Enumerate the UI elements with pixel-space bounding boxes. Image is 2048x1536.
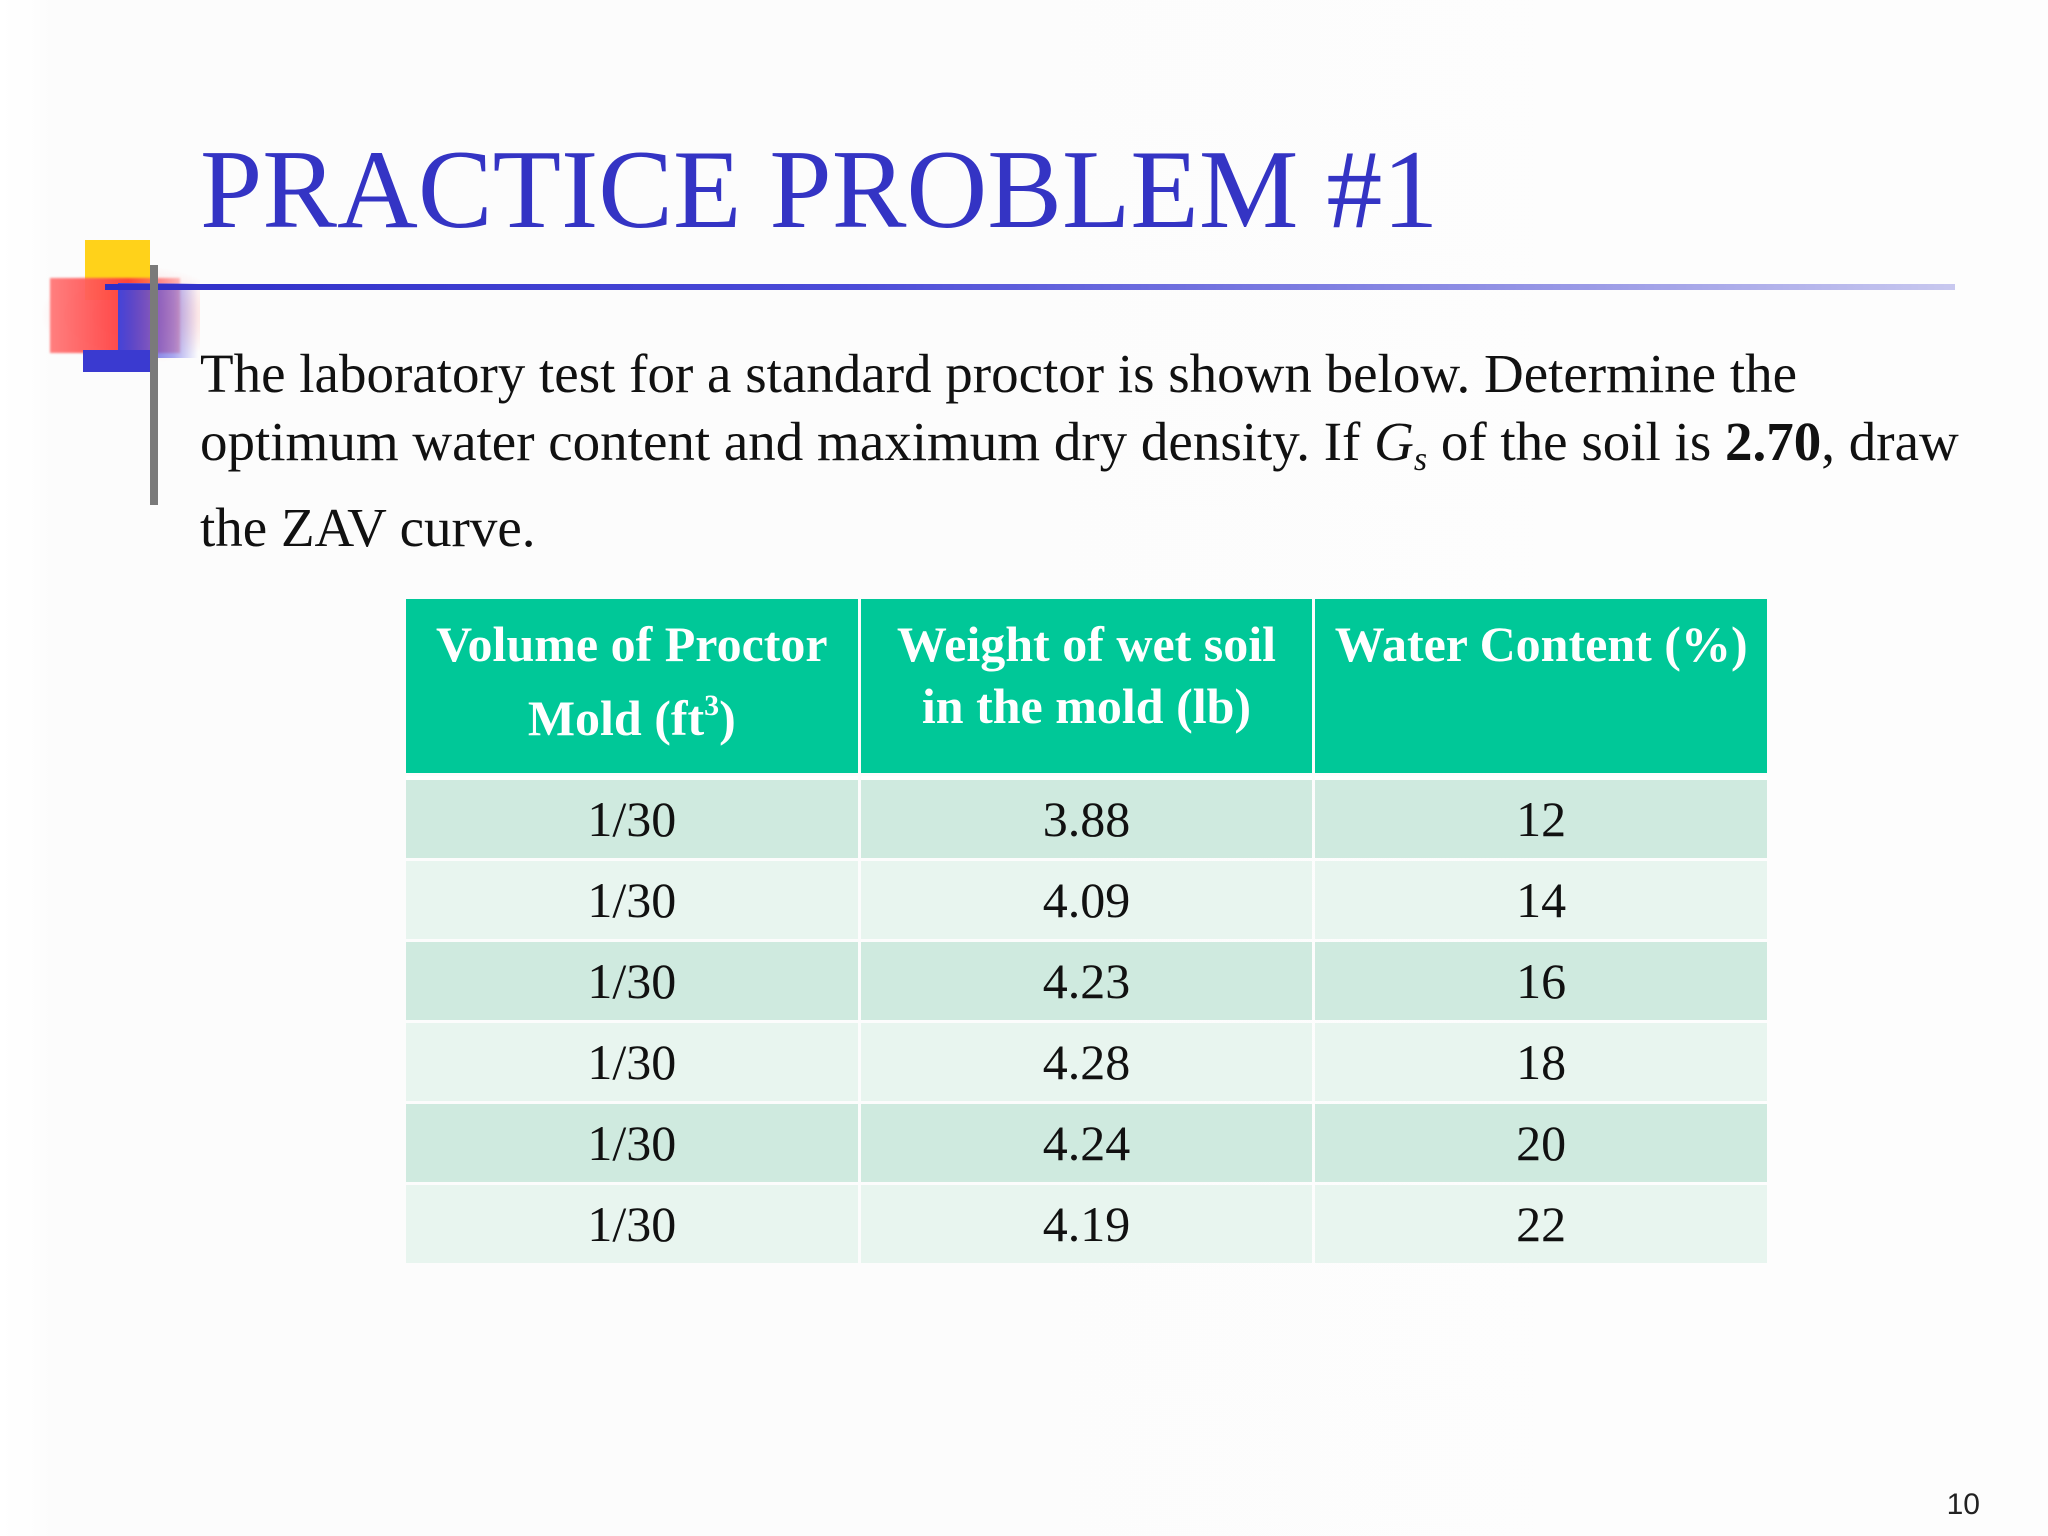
title-underline [105,284,1955,290]
page-number: 10 [1946,1488,1980,1521]
header-volume: Volume of Proctor Mold $(ft^3)$ [406,599,858,773]
slide-title: PRACTICE PROBLEM #1 [200,128,1439,252]
header-weight: Weight of wet soil in the mold (lb) [861,599,1313,773]
problem-text-1: The laboratory test for a standard proctor is shown below. Determine the optimum water content and maximum dry density. If [200,343,1798,472]
cell-volume: 1/30 [406,861,858,939]
cell-weight: 4.23 [861,942,1313,1020]
cell-volume: 1/30 [406,776,858,858]
cell-water: 16 [1315,942,1767,1020]
problem-text-2: of the soil is [1427,411,1725,472]
cell-volume: 1/30 [406,942,858,1020]
table-row [406,1185,1767,1263]
table-row [406,1104,1767,1182]
cell-water: 14 [1315,861,1767,939]
decor-blue-gradient [118,283,198,358]
problem-statement [200,340,1960,562]
decor-blue-bar [83,350,153,372]
proctor-data-table [403,596,1770,1266]
gs-value: 2.70 [1725,411,1822,472]
table-header-row [406,599,1767,773]
cell-volume: 1/30 [406,1104,858,1182]
cell-water: 12 [1315,776,1767,858]
cell-volume: 1/30 [406,1185,858,1263]
cell-water: 18 [1315,1023,1767,1101]
cell-volume: 1/30 [406,1023,858,1101]
table-row [406,861,1767,939]
problem-text-3: , draw the ZAV curve. [200,411,1959,558]
decor-vertical-line [150,265,158,505]
cell-water: 22 [1315,1185,1767,1263]
header-water-content: Water Content (%) [1315,599,1767,773]
cell-weight: 4.24 [861,1104,1313,1182]
cell-weight: 3.88 [861,776,1313,858]
cell-weight: 4.09 [861,861,1313,939]
cell-weight: 4.19 [861,1185,1313,1263]
table-row [406,1023,1767,1101]
table-row [406,776,1767,858]
table-row [406,942,1767,1020]
cell-weight: 4.28 [861,1023,1313,1101]
cell-water: 20 [1315,1104,1767,1182]
gs-symbol: $G_s$ [1374,411,1428,478]
